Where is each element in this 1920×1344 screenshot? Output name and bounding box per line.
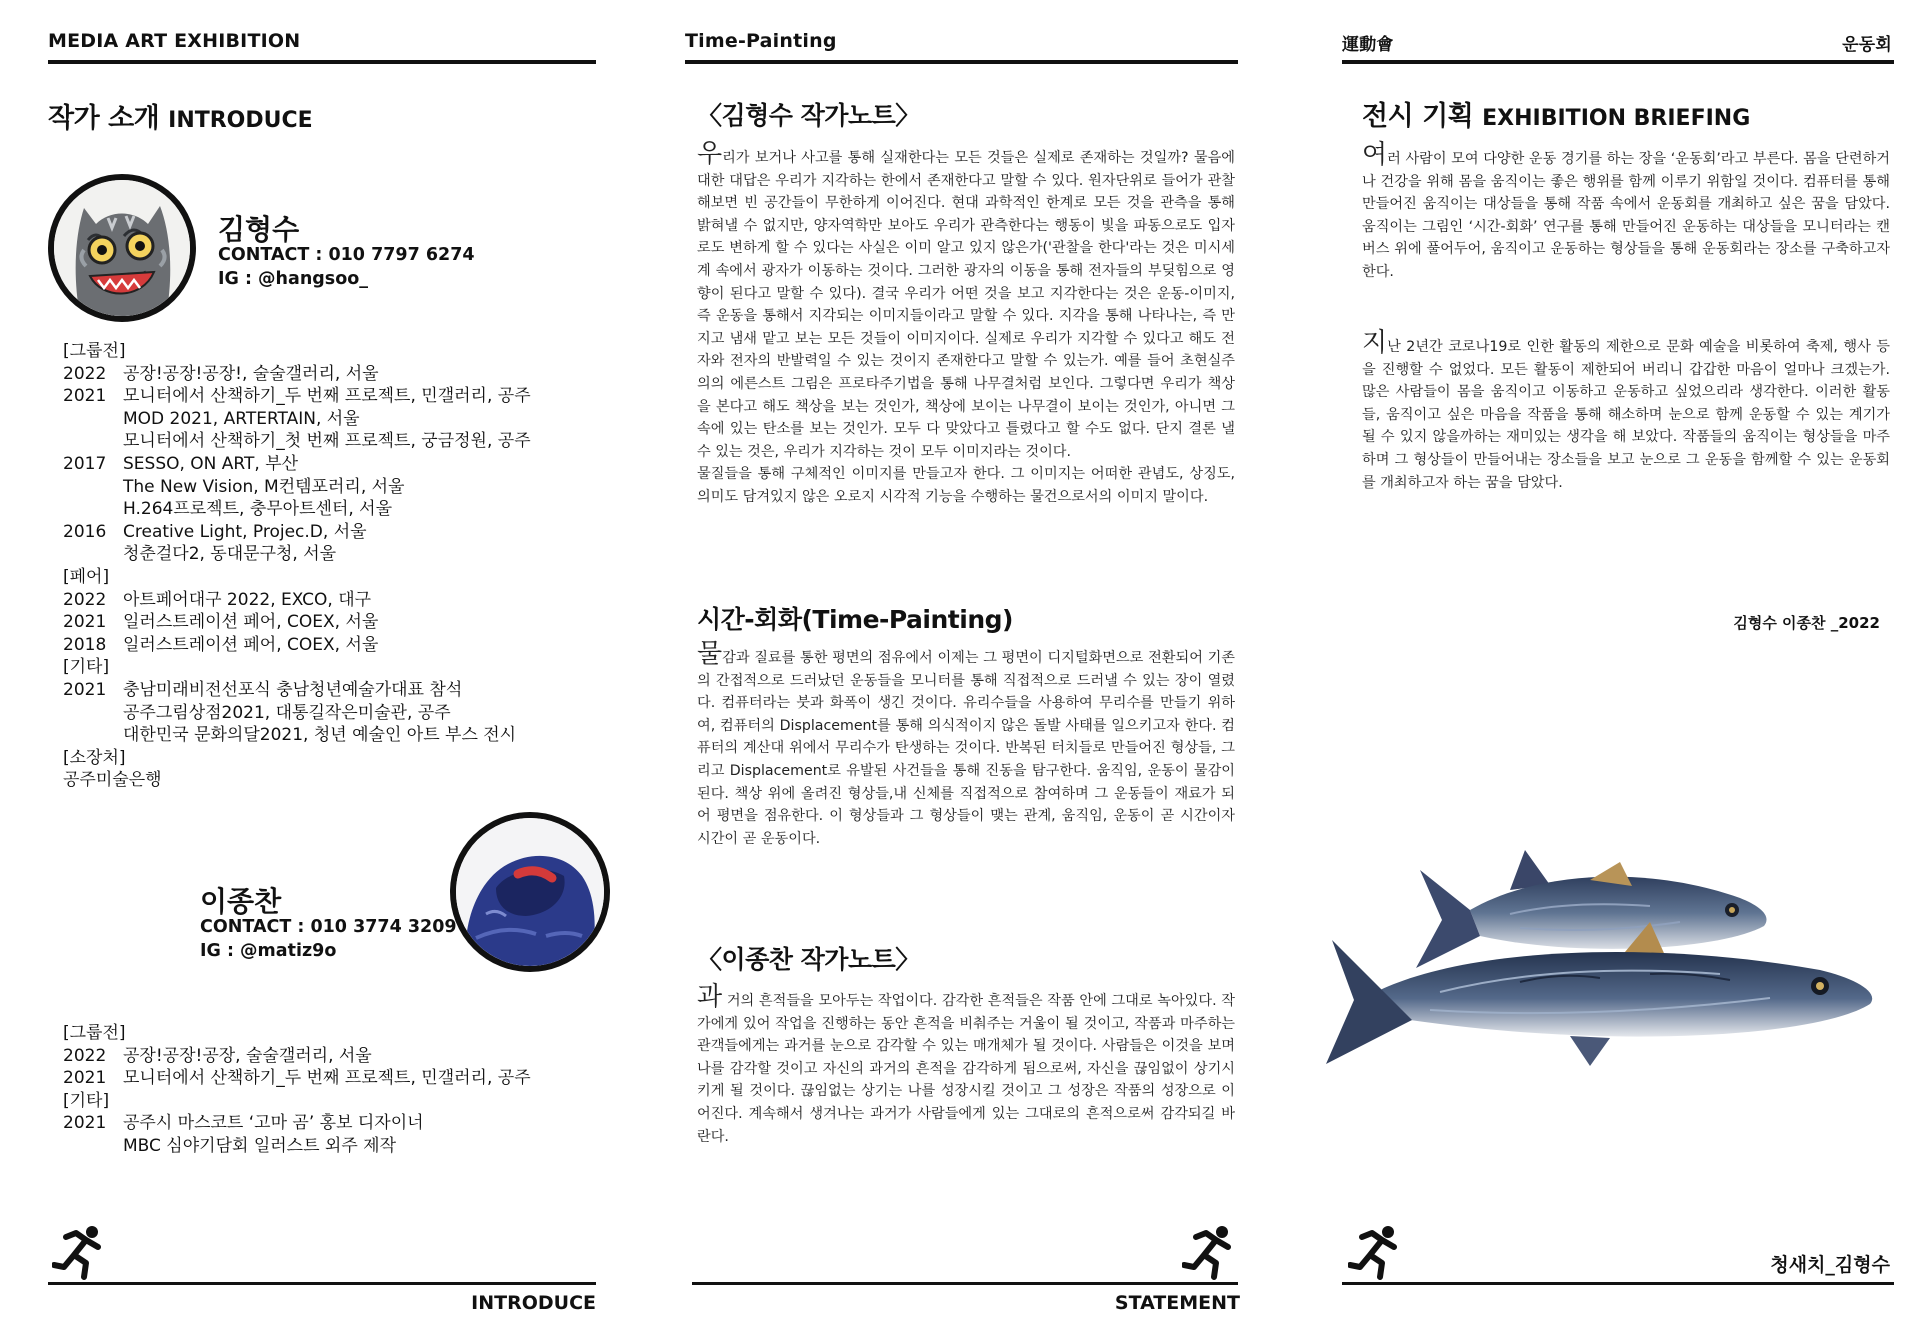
cv-category: 공주미술은행 (63, 770, 162, 791)
footer-rule (48, 1282, 596, 1285)
footer-rule (692, 1282, 1238, 1285)
cv-entry (63, 1135, 603, 1158)
briefing-paragraph-1 (1362, 140, 1890, 284)
cv-entry (63, 1045, 603, 1068)
title-korean: 전시 기획 (1362, 101, 1474, 132)
artist2-contact (200, 915, 457, 963)
cv-entry (63, 611, 603, 634)
cv-entry (63, 476, 603, 499)
cv-year: 2016 (63, 521, 107, 542)
cv-text: 모니터에서 산책하기_두 번째 프로젝트, 민갤러리, 공주 (123, 1068, 531, 1089)
note2-paragraph: 거의 흔적들을 모아두는 작업이다. 감각한 흔적들은 작품 안에 그대로 녹아있다. 작가에게 있어 작업을 진행하는 동안 흔적을 비춰주는 거울이 될 것이고, 작품과 마주하는 관객들에게는 과거를 눈으로 감각할 수 있는 매개체가 될 것이다. 사람들은 이것을 보며 나를 감각할 것이고 자신의 과거의 흔적을 감각하게 됨으로써, 자신을 끊임없이 상기시키게 될 것이다. 끊임없는 상기는 나를 성장시킬 것이고 그 성장은 작품의 성장으로 이어진다. 계속해서 생겨나는 과거가 사람들에게 있는 그대로의 흔적으로써 감각되길 바란다. (697, 993, 1235, 1145)
cv-entry (63, 543, 603, 566)
time-painting-paragraph: 감과 질료를 통한 평면의 점유에서 이제는 그 평면이 디지털화면으로 전환되어 기존의 간접적으로 드러났던 운동들을 모니터를 통해 직접적으로 드러낼 수 있는 장이 열렸다. 컴퓨터라는 붓과 화폭이 생긴 것이다. 유리수들을 사용하여 무리수를 만들기 위하여, 컴퓨터의 Displacement를 통해 의식적이지 않은 돌발 사태를 일으키고자 한다. 컴퓨터의 계산대 위에서 무리수가 탄생하는 것이다. 반복된 터치들로 만들어진 형상들, 그리고 Displacement로 유발된 사건들을 통해 진동을 탐구한다. 움직임, 운동이 물감이 된다. 책상 위에 올려진 형상들,내 신체를 직접적으로 참여하며 그 운동들이 재료가 되어 평면을 점유한다. 이 형상들과 그 형상들이 맺는 관계, 움직임, 운동이 곧 시간이자 시간이 곧 운동이다. (697, 650, 1235, 847)
cv-text: Creative Light, Projec.D, 서울 (123, 521, 367, 542)
dropcap: 과 (697, 982, 723, 1012)
panel-exhibition-briefing (1280, 0, 1920, 1344)
cv-text: 청춘걸다2, 동대문구청, 서울 (123, 544, 337, 565)
cv-text: 공장!공장!공장, 술술갤러리, 서울 (123, 1045, 372, 1066)
cv-entry (63, 430, 603, 453)
artwork-caption: 청새치_김형수 (1770, 1254, 1890, 1276)
cv-entry (63, 408, 603, 431)
author-credit: 김형수 이종찬 _2022 (1733, 614, 1880, 632)
cv-text: SESSO, ON ART, 부산 (123, 453, 299, 474)
cv-text: 모니터에서 산책하기_첫 번째 프로젝트, 궁금정원, 공주 (123, 431, 531, 452)
cv-text: 공장!공장!공장!, 술술갤러리, 서울 (123, 363, 379, 384)
artist1-avatar (48, 174, 196, 322)
cv-year (63, 702, 123, 725)
cv-category: [소장처] (63, 747, 126, 768)
cv-text: MOD 2021, ARTERTAIN, 서울 (123, 408, 360, 429)
dropcap: 지 (1362, 328, 1388, 358)
artist1-instagram: IG : @hangsoo_ (218, 269, 369, 289)
header-rule (1342, 60, 1894, 64)
cv-entry (63, 453, 603, 476)
note2-title: 〈이종찬 작가노트〉 (697, 945, 920, 974)
footer-label: STATEMENT (1114, 1292, 1240, 1314)
briefing-paragraph-2 (1362, 328, 1890, 494)
cv-entry (63, 363, 603, 386)
artist1-cv (63, 340, 603, 792)
panel-header: Time-Painting (685, 30, 837, 52)
cv-year: 2018 (63, 634, 107, 655)
cv-year: 2021 (63, 1068, 107, 1089)
footer-rule (1342, 1282, 1894, 1285)
cv-year (63, 498, 123, 521)
header-rule (48, 60, 596, 64)
cv-year (63, 408, 123, 431)
fish-illustration (1320, 840, 1900, 1080)
title-english: EXHIBITION BRIEFING (1482, 106, 1751, 131)
cv-text: The New Vision, M컨템포러리, 서울 (123, 476, 405, 497)
cv-text: 아트페어대구 2022, EXCO, 대구 (123, 589, 372, 610)
dropcap: 우 (697, 139, 723, 169)
panel-statement (640, 0, 1280, 1344)
artist2-avatar (450, 812, 610, 972)
time-painting-title: 시간-회화(Time-Painting) (697, 605, 1013, 634)
cv-year: 2021 (63, 386, 107, 407)
cv-category: [그룹전] (63, 1023, 126, 1043)
time-painting-body (697, 639, 1235, 850)
cv-year: 2017 (63, 453, 107, 474)
cv-text: 모니터에서 산책하기_두 번째 프로젝트, 민갤러리, 공주 (123, 386, 531, 407)
panel-introduce (0, 0, 640, 1344)
title-korean: 작가 소개 (48, 103, 160, 134)
artist2-cv (63, 1022, 603, 1158)
cv-entry (63, 702, 603, 725)
cv-entry (63, 724, 603, 747)
cv-text: 대한민국 문화의달2021, 청년 예술인 아트 부스 전시 (123, 725, 517, 746)
cv-entry (63, 498, 603, 521)
cv-year: 2021 (63, 612, 107, 633)
briefing-text-1: 러 사람이 모여 다양한 운동 경기를 하는 장을 ‘운동회’라고 부른다. 몸을 단련하거나 건강을 위해 몸을 움직이는 좋은 행위를 함께 이루기 위함일 것이다. 컴퓨터를 통해 만들어진 움직이는 대상들을 통해 작품 속에서 운동회를 개최하고 싶은 꿈을 담았다. 움직이는 그림인 ‘시간-회화’ 연구를 통해 만들어진 운동하는 대상들을 모니터라는 캔버스 위에 풀어두어, 움직이고 운동하는 형상들을 통해 운동회라는 장소를 구축하고자 한다. (1362, 151, 1890, 280)
cv-year: 2022 (63, 1045, 107, 1066)
note1-paragraph-1: 리가 보거나 사고를 통해 실재한다는 모든 것들은 실제로 존재하는 것일까? 물음에 대한 대답은 우리가 지각하는 한에서 존재한다고 말할 수 있다. 원자단위로 들어가 관찰해보면 빈 공간들이 무한하게 이어진다. 현대 과학적인 한계로 모든 것을 관측을 통해 밝혀낼 수 없지만, 양자역학만 보아도 우리가 관측한다는 행동이 빛을 파동으로도 입자로도 변하게 할 수 있다는 사실은 이미 알고 있지 않은가('관찰을 한다'라는 것은 미시세계 속에서 광자가 이동하는 것이다. 그러한 광자의 이동을 통해 전자들의 부딪힘으로 영향이 된다고 말할 수 있다). 결국 우리가 어떤 것을 보고 지각한다는 것은 운동-이미지, 즉 운동을 통해서 지각되는 이미지들이라고 말할 수 있다. 지각을 통해 나타나는, 즉 만지고 냄새 맡고 보는 모든 것들이 이미지이다. 실제로 우리가 지각할 수 있다고 해도 전자와 전자의 반발력일 수 있는 것이지 존재한다고 말할 수 있는가. 예를 들어 초현실주의의 에른스트 그림은 프로타주기법을 통해 나무결처럼 보인다. 그렇다면 우리가 책상을 본다고 해도 책상을 보는 것인가, 책상에 보이는 나무결이 보이는 것인가, 아니면 그 속에 있는 탄소를 보는 것인가. 모두 다 맞았다고 틀렸다고 할 수도 없다. 단지 결론 낼 수 있는 것은, 우리가 지각하는 것이 모두 이미지라는 것이다. (697, 150, 1235, 460)
header-rule (685, 60, 1238, 64)
cv-year (63, 724, 123, 747)
cv-category: [그룹전] (63, 341, 126, 361)
cv-text: H.264프로젝트, 충무아트센터, 서울 (123, 499, 393, 520)
cv-year (63, 543, 123, 566)
cv-entry (63, 679, 603, 702)
cv-category: [페어] (63, 566, 110, 587)
cv-year: 2022 (63, 589, 107, 610)
artist1-name: 김형수 (218, 213, 300, 246)
cv-entry (63, 1067, 603, 1090)
running-person-icon (1182, 1225, 1242, 1283)
cv-entry (63, 589, 603, 612)
cv-category: [기타] (63, 1090, 110, 1111)
cv-entry (63, 634, 603, 657)
cat-mask-portrait (54, 180, 190, 316)
dropcap: 물 (697, 639, 723, 669)
note1-paragraph-2: 물질들을 통해 구체적인 이미지를 만들고자 한다. 그 이미지는 어떠한 관념도, 상징도, 의미도 담겨있지 않은 오로지 시각적 기능을 수행하는 물건으로서의 이미지 말이다. (697, 466, 1235, 505)
cv-year (63, 1135, 123, 1158)
panel-header-hanja: 運動會 (1342, 35, 1394, 55)
running-person-icon (52, 1225, 112, 1283)
note2-body (697, 982, 1235, 1148)
note1-title: 〈김형수 작가노트〉 (697, 101, 920, 130)
dropcap: 여 (1362, 140, 1388, 170)
panel-header: MEDIA ART EXHIBITION (48, 30, 301, 52)
cv-year: 2021 (63, 679, 107, 700)
panel-header-korean: 운동회 (1842, 35, 1892, 55)
cv-year: 2021 (63, 1113, 107, 1134)
running-person-icon (1348, 1225, 1408, 1283)
cv-text: 공주시 마스코트 ‘고마 곰’ 홍보 디자이너 (123, 1113, 424, 1134)
artist2-name: 이종찬 (200, 885, 282, 918)
cv-text: 공주그림상점2021, 대통길작은미술관, 공주 (123, 702, 451, 723)
cv-entry (63, 1112, 603, 1135)
briefing-text-2: 난 2년간 코로나19로 인한 활동의 제한으로 문화 예술을 비롯하여 축제, 행사 등을 진행할 수 없었다. 모든 활동이 제한되어 버리니 갑갑한 마음이 얼마나 크겠는가. 많은 사람들이 몸을 움직이고 이동하고 운동하고 싶었으리라 생각한다. 이러한 활동들, 움직이고 싶은 마음을 작품을 통해 해소하며 눈으로 함께 운동할 수 있는 계기가 될 수 있지 않을까하는 재미있는 생각을 해 보았다. 작품들의 움직이는 형상들을 마주하며 그 형상들이 만들어내는 장소들을 보고 눈으로 그 운동을 함께할 수 있는 운동회를 개최하고자 하는 꿈을 담았다. (1362, 339, 1890, 491)
cv-category: [기타] (63, 657, 110, 678)
cv-text: MBC 심야기담회 일러스트 외주 제작 (123, 1135, 397, 1156)
footer-label: INTRODUCE (471, 1292, 596, 1314)
artist2-phone: CONTACT : 010 3774 3209 (200, 917, 457, 937)
note1-body (697, 139, 1235, 509)
cv-text: 일러스트레이션 페어, COEX, 서울 (123, 634, 379, 655)
cv-year (63, 430, 123, 453)
cv-entry (63, 385, 603, 408)
cv-text: 충남미래비전선포식 충남청년예술가대표 참석 (123, 679, 463, 700)
artist2-instagram: IG : @matiz9o (200, 941, 337, 961)
cv-text: 일러스트레이션 페어, COEX, 서울 (123, 612, 379, 633)
artist1-contact (218, 243, 475, 291)
section-title (48, 96, 313, 135)
cv-entry (63, 521, 603, 544)
marlin-artwork (1320, 840, 1900, 1080)
section-title (1362, 94, 1750, 133)
cv-year (63, 476, 123, 499)
title-english: INTRODUCE (168, 108, 313, 133)
cv-year: 2022 (63, 363, 107, 384)
creature-portrait (456, 818, 604, 966)
artist1-phone: CONTACT : 010 7797 6274 (218, 245, 475, 265)
